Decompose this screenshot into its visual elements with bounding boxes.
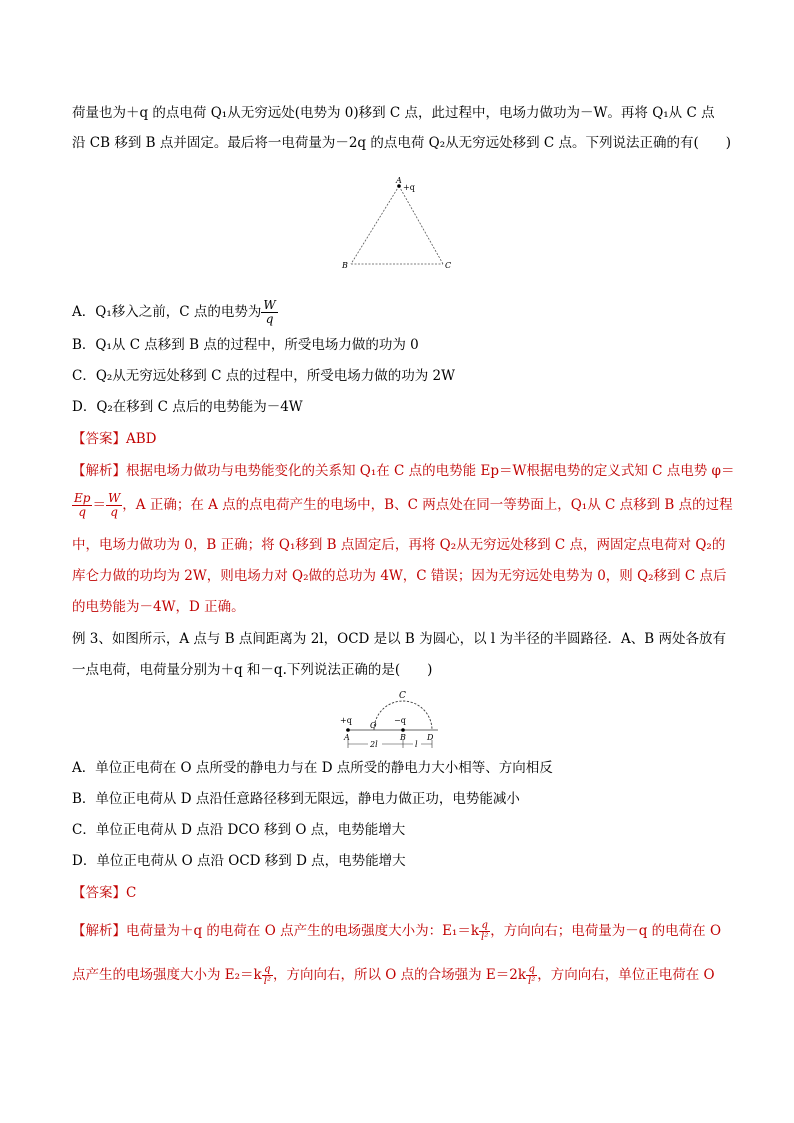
q1-analysis-line5: 的电势能为－4W，D 正确。: [72, 599, 245, 615]
q1-intro-line1: 荷量也为＋q 的点电荷 Q₁从无穷远处(电势为 0)移到 C 点，此过程中，电场力做功为－W。再将 Q₁从 C 点: [72, 105, 715, 121]
q2-analysis-line1: 【解析】电荷量为＋q 的电荷在 O 点产生的电场强度大小为：E₁＝k $\frac{q}{\text{l²}}$ ，方向向右；电荷量为－q 的电荷在 O: [72, 920, 722, 943]
label-l: l: [415, 740, 418, 749]
triangle-side-ac: [399, 186, 443, 264]
q2-option-c: C．单位正电荷从 D 点沿 DCO 移到 O 点，电势能增大: [72, 822, 406, 838]
label-b: B: [342, 261, 348, 270]
q2-analysis-frac1: $\frac{q}{\text{l²}}$: [481, 920, 489, 943]
q2-analysis-label: 【解析】: [72, 923, 126, 939]
q1-option-a-fraction: $\frac{W}{q}$: [263, 298, 276, 326]
q2-option-d: D．单位正电荷从 O 点沿 OCD 移到 D 点，电势能增大: [72, 853, 406, 869]
label-c: C: [445, 261, 452, 270]
q1-analysis-line3: 中，电场力做功为 0，B 正确；将 Q₁移到 B 点固定后，再将 Q₂从无穷远处移到 C 点，两固定点电荷对 Q₂的: [72, 537, 726, 553]
label-2l: 2l: [370, 740, 378, 749]
q1-option-c: C．Q₂从无穷远处移到 C 点的过程中，所受电场力做的功为 2W: [72, 368, 455, 384]
q1-option-b: B．Q₁从 C 点移到 B 点的过程中，所受电场力做的功为 0: [72, 337, 419, 353]
q1-answer-value: ABD: [126, 431, 157, 447]
q1-analysis-frac1: $\frac{Ep}{q}$: [74, 491, 91, 519]
q2-stem-line1: 例 3、如图所示，A 点与 B 点间距离为 2l，OCD 是以 B 为圆心，以 l 为半径的半圆路径．A、B 两处各放有: [72, 631, 726, 647]
triangle-side-ab: [351, 186, 399, 264]
q2-answer-label: 【答案】: [72, 885, 126, 901]
label-b2: B: [400, 733, 406, 742]
charge-a: [346, 728, 350, 732]
label-a2: A: [344, 733, 350, 742]
q1-option-a-text: A．Q₁移入之前，C 点的电势为: [72, 304, 262, 320]
q1-option-d: D．Q₂在移到 C 点后的电势能为－4W: [72, 399, 303, 415]
q2-answer: [72, 884, 136, 902]
q2-analysis-frac3: $\frac{q}{\text{l²}}$: [528, 964, 536, 987]
label-plus-q2: +q: [340, 716, 352, 725]
charge-b: [401, 728, 405, 732]
q2-option-b: B．单位正电荷从 D 点沿任意路径移到无限远，静电力做正功，电势能减小: [72, 791, 520, 807]
q2-answer-value: C: [126, 885, 137, 901]
q1-answer-label: 【答案】: [72, 431, 126, 447]
semicircle-figure: [338, 688, 442, 750]
q2-stem-line2: 一点电荷，电荷量分别为＋q 和－q.下列说法正确的是( ): [72, 662, 433, 678]
q1-answer: [72, 430, 157, 448]
q1-analysis-line2: $\frac{Ep}{q}$ ＝ $\frac{W}{q}$ ，A 正确；在 A 点的点电荷产生的电场中，B、C 两点处在同一等势面上，Q₁从 C 点移到 B 点的过程: [74, 491, 733, 519]
q1-option-a: [72, 299, 278, 326]
q1-analysis-text1: 根据电场力做功与电势能变化的关系知 Q₁在 C 点的电势能 Ep＝W根据电势的定义式知 C 点电势 φ＝: [126, 463, 735, 479]
q2-analysis-frac2: $\frac{q}{\text{l²}}$: [263, 964, 271, 987]
q2-analysis-line2: 点产生的电场强度大小为 E₂＝k $\frac{q}{\text{l²}}$ ，方向向右，所以 O 点的合场强为 E＝2k $\frac{q}{\text{l²}}$ ，方向向右，单位正电荷在 O: [72, 964, 715, 987]
q1-analysis-line4: 库仑力做的功均为 2W，则电场力对 Q₂做的总功为 4W，C 错误；因为无穷远处电势为 0，则 Q₂移到 C 点后: [72, 568, 727, 584]
label-c2: C: [399, 691, 406, 701]
triangle-figure: [338, 176, 458, 272]
label-a: A: [396, 176, 402, 185]
label-o2: O: [370, 721, 377, 730]
q1-analysis-text2: ，A 正确；在 A 点的点电荷产生的电场中，B、C 两点处在同一等势面上，Q₁从 C 点移到 B 点的过程: [122, 497, 733, 513]
label-d2: D: [427, 733, 434, 742]
q1-analysis-label: 【解析】: [72, 463, 126, 479]
q2-option-a: A．单位正电荷在 O 点所受的静电力与在 D 点所受的静电力大小相等、方向相反: [72, 760, 553, 776]
label-minus-q2: −q: [394, 716, 406, 725]
q1-analysis-frac2: $\frac{W}{q}$: [107, 491, 121, 519]
label-plus-q: +q: [403, 183, 415, 192]
q1-analysis-line1: [72, 462, 735, 480]
q1-intro-line2: 沿 CB 移到 B 点并固定。最后将一电荷量为－2q 的点电荷 Q₂从无穷远处移到 C 点。下列说法正确的有( ): [72, 135, 732, 151]
